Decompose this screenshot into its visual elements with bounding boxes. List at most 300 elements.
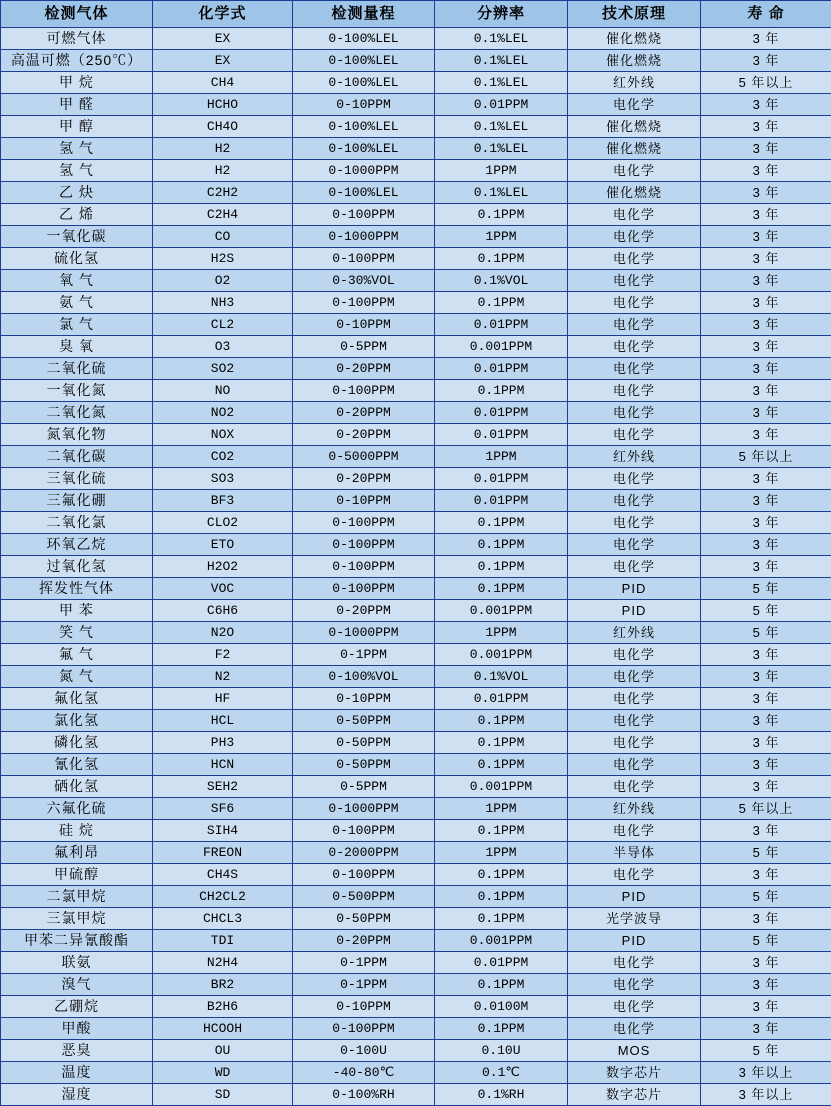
cell-formula: EX	[153, 50, 293, 72]
cell-lifespan: 5 年	[701, 930, 831, 952]
table-row	[1, 50, 831, 72]
cell-resolution: 0.1PPM	[435, 732, 568, 754]
cell-principle: MOS	[568, 1040, 701, 1062]
cell-principle: 半导体	[568, 842, 701, 864]
cell-lifespan: 3 年	[701, 204, 831, 226]
cell-lifespan: 3 年	[701, 28, 831, 50]
table-row	[1, 424, 831, 446]
cell-resolution: 0.01PPM	[435, 402, 568, 424]
cell-lifespan: 3 年	[701, 248, 831, 270]
cell-range: 0-100U	[293, 1040, 435, 1062]
cell-principle: PID	[568, 578, 701, 600]
table-row	[1, 446, 831, 468]
table-row	[1, 512, 831, 534]
cell-formula: CH4	[153, 72, 293, 94]
table-row	[1, 952, 831, 974]
table-body	[1, 28, 831, 1106]
cell-formula: F2	[153, 644, 293, 666]
cell-principle: 红外线	[568, 446, 701, 468]
table-row	[1, 358, 831, 380]
cell-range: 0-1PPM	[293, 974, 435, 996]
cell-gas: 甲 苯	[1, 600, 153, 622]
cell-resolution: 0.1PPM	[435, 534, 568, 556]
cell-principle: 电化学	[568, 314, 701, 336]
table-row	[1, 226, 831, 248]
cell-lifespan: 3 年	[701, 468, 831, 490]
cell-range: 0-20PPM	[293, 358, 435, 380]
cell-resolution: 0.1℃	[435, 1062, 568, 1084]
cell-gas: 笑 气	[1, 622, 153, 644]
cell-principle: 催化燃烧	[568, 138, 701, 160]
cell-gas: 高温可燃（250℃）	[1, 50, 153, 72]
cell-lifespan: 3 年	[701, 358, 831, 380]
cell-principle: 数字芯片	[568, 1062, 701, 1084]
cell-range: 0-100PPM	[293, 578, 435, 600]
table-row	[1, 380, 831, 402]
cell-range: 0-1PPM	[293, 644, 435, 666]
cell-resolution: 1PPM	[435, 160, 568, 182]
cell-gas: 氮 气	[1, 666, 153, 688]
cell-principle: 电化学	[568, 556, 701, 578]
cell-lifespan: 3 年	[701, 754, 831, 776]
cell-gas: 氧 气	[1, 270, 153, 292]
cell-formula: H2S	[153, 248, 293, 270]
cell-range: 0-100PPM	[293, 556, 435, 578]
cell-formula: EX	[153, 28, 293, 50]
cell-resolution: 0.1PPM	[435, 820, 568, 842]
cell-principle: 催化燃烧	[568, 182, 701, 204]
cell-resolution: 0.1PPM	[435, 864, 568, 886]
table-row	[1, 182, 831, 204]
cell-principle: PID	[568, 886, 701, 908]
cell-principle: 电化学	[568, 226, 701, 248]
cell-formula: SO2	[153, 358, 293, 380]
cell-resolution: 1PPM	[435, 622, 568, 644]
table-header	[1, 1, 831, 28]
cell-lifespan: 5 年	[701, 600, 831, 622]
cell-gas: 硫化氢	[1, 248, 153, 270]
cell-gas: 二氧化碳	[1, 446, 153, 468]
cell-gas: 恶臭	[1, 1040, 153, 1062]
cell-range: 0-5PPM	[293, 336, 435, 358]
table-row	[1, 908, 831, 930]
cell-gas: 硅 烷	[1, 820, 153, 842]
cell-range: 0-50PPM	[293, 710, 435, 732]
table-row	[1, 314, 831, 336]
cell-lifespan: 3 年	[701, 424, 831, 446]
cell-range: 0-30%VOL	[293, 270, 435, 292]
cell-principle: 电化学	[568, 710, 701, 732]
cell-principle: 电化学	[568, 512, 701, 534]
table-row	[1, 666, 831, 688]
cell-resolution: 0.01PPM	[435, 358, 568, 380]
cell-resolution: 0.1PPM	[435, 292, 568, 314]
cell-gas: 氯 气	[1, 314, 153, 336]
cell-range: 0-100PPM	[293, 820, 435, 842]
cell-lifespan: 3 年	[701, 336, 831, 358]
cell-gas: 甲硫醇	[1, 864, 153, 886]
cell-principle: 电化学	[568, 864, 701, 886]
cell-range: 0-10PPM	[293, 490, 435, 512]
cell-formula: C2H2	[153, 182, 293, 204]
table-row	[1, 28, 831, 50]
cell-resolution: 0.01PPM	[435, 468, 568, 490]
cell-resolution: 0.01PPM	[435, 952, 568, 974]
cell-principle: 电化学	[568, 820, 701, 842]
cell-resolution: 0.1%LEL	[435, 182, 568, 204]
cell-formula: O2	[153, 270, 293, 292]
table-row	[1, 160, 831, 182]
cell-resolution: 0.1PPM	[435, 578, 568, 600]
table-row	[1, 886, 831, 908]
table-row	[1, 842, 831, 864]
cell-range: 0-10PPM	[293, 94, 435, 116]
cell-principle: 电化学	[568, 644, 701, 666]
cell-lifespan: 5 年	[701, 578, 831, 600]
cell-gas: 甲 醛	[1, 94, 153, 116]
table-row	[1, 534, 831, 556]
cell-formula: HCL	[153, 710, 293, 732]
cell-principle: PID	[568, 930, 701, 952]
cell-range: 0-2000PPM	[293, 842, 435, 864]
cell-resolution: 0.1PPM	[435, 204, 568, 226]
cell-lifespan: 3 年	[701, 908, 831, 930]
cell-formula: H2O2	[153, 556, 293, 578]
cell-resolution: 0.1%LEL	[435, 138, 568, 160]
cell-formula: O3	[153, 336, 293, 358]
cell-range: 0-500PPM	[293, 886, 435, 908]
cell-range: 0-100%LEL	[293, 138, 435, 160]
cell-principle: 电化学	[568, 974, 701, 996]
cell-range: 0-50PPM	[293, 908, 435, 930]
cell-range: 0-100PPM	[293, 864, 435, 886]
cell-formula: CH4S	[153, 864, 293, 886]
cell-formula: WD	[153, 1062, 293, 1084]
cell-range: 0-20PPM	[293, 402, 435, 424]
cell-formula: H2	[153, 160, 293, 182]
cell-resolution: 0.01PPM	[435, 314, 568, 336]
table-row	[1, 798, 831, 820]
cell-lifespan: 3 年	[701, 160, 831, 182]
cell-formula: NH3	[153, 292, 293, 314]
table-row	[1, 600, 831, 622]
table-row	[1, 754, 831, 776]
cell-formula: NOX	[153, 424, 293, 446]
table-row	[1, 688, 831, 710]
cell-gas: 乙 烯	[1, 204, 153, 226]
cell-lifespan: 3 年	[701, 50, 831, 72]
table-header-row	[1, 1, 831, 28]
cell-principle: 电化学	[568, 204, 701, 226]
cell-range: 0-5PPM	[293, 776, 435, 798]
cell-formula: CH2CL2	[153, 886, 293, 908]
cell-resolution: 0.1%LEL	[435, 28, 568, 50]
cell-lifespan: 3 年	[701, 402, 831, 424]
cell-range: 0-10PPM	[293, 314, 435, 336]
cell-resolution: 0.1PPM	[435, 512, 568, 534]
cell-resolution: 0.1%VOL	[435, 666, 568, 688]
cell-principle: 电化学	[568, 754, 701, 776]
cell-range: 0-100PPM	[293, 512, 435, 534]
cell-formula: BF3	[153, 490, 293, 512]
cell-range: 0-50PPM	[293, 732, 435, 754]
cell-range: 0-100%VOL	[293, 666, 435, 688]
cell-gas: 氟化氢	[1, 688, 153, 710]
cell-range: 0-100PPM	[293, 534, 435, 556]
cell-formula: N2O	[153, 622, 293, 644]
cell-resolution: 0.1PPM	[435, 974, 568, 996]
cell-gas: 氟利昂	[1, 842, 153, 864]
cell-formula: PH3	[153, 732, 293, 754]
cell-lifespan: 3 年	[701, 380, 831, 402]
cell-range: 0-100%LEL	[293, 116, 435, 138]
cell-principle: 电化学	[568, 94, 701, 116]
cell-gas: 温度	[1, 1062, 153, 1084]
cell-gas: 甲苯二异氰酸酯	[1, 930, 153, 952]
cell-resolution: 0.01PPM	[435, 688, 568, 710]
cell-formula: CL2	[153, 314, 293, 336]
cell-gas: 甲酸	[1, 1018, 153, 1040]
cell-formula: VOC	[153, 578, 293, 600]
cell-gas: 乙 炔	[1, 182, 153, 204]
cell-range: 0-10PPM	[293, 688, 435, 710]
cell-range: 0-1000PPM	[293, 226, 435, 248]
table-row	[1, 204, 831, 226]
cell-principle: 电化学	[568, 380, 701, 402]
cell-resolution: 0.10U	[435, 1040, 568, 1062]
table-row	[1, 468, 831, 490]
cell-formula: NO	[153, 380, 293, 402]
cell-principle: 催化燃烧	[568, 28, 701, 50]
cell-lifespan: 3 年以上	[701, 1084, 831, 1106]
cell-range: 0-20PPM	[293, 424, 435, 446]
cell-lifespan: 3 年	[701, 864, 831, 886]
cell-lifespan: 3 年	[701, 292, 831, 314]
cell-principle: 电化学	[568, 732, 701, 754]
cell-range: -40-80℃	[293, 1062, 435, 1084]
table-row	[1, 710, 831, 732]
cell-range: 0-10PPM	[293, 996, 435, 1018]
table-row	[1, 864, 831, 886]
cell-gas: 二氧化氯	[1, 512, 153, 534]
cell-resolution: 0.001PPM	[435, 336, 568, 358]
table-row	[1, 72, 831, 94]
cell-gas: 环氧乙烷	[1, 534, 153, 556]
cell-formula: CHCL3	[153, 908, 293, 930]
cell-gas: 一氧化氮	[1, 380, 153, 402]
cell-formula: SF6	[153, 798, 293, 820]
column-header-principle: 技术原理	[568, 1, 701, 28]
cell-lifespan: 5 年以上	[701, 798, 831, 820]
cell-range: 0-100%LEL	[293, 50, 435, 72]
cell-lifespan: 3 年	[701, 644, 831, 666]
cell-resolution: 0.1%RH	[435, 1084, 568, 1106]
cell-resolution: 1PPM	[435, 842, 568, 864]
cell-resolution: 0.1PPM	[435, 754, 568, 776]
cell-resolution: 1PPM	[435, 226, 568, 248]
cell-lifespan: 3 年	[701, 138, 831, 160]
cell-lifespan: 3 年	[701, 270, 831, 292]
table-row	[1, 974, 831, 996]
cell-formula: NO2	[153, 402, 293, 424]
table-row	[1, 336, 831, 358]
cell-formula: ETO	[153, 534, 293, 556]
cell-lifespan: 5 年	[701, 622, 831, 644]
cell-formula: OU	[153, 1040, 293, 1062]
column-header-range: 检测量程	[293, 1, 435, 28]
cell-lifespan: 5 年	[701, 1040, 831, 1062]
cell-lifespan: 3 年以上	[701, 1062, 831, 1084]
cell-gas: 氨 气	[1, 292, 153, 314]
cell-gas: 联氨	[1, 952, 153, 974]
cell-resolution: 0.01PPM	[435, 490, 568, 512]
cell-formula: CLO2	[153, 512, 293, 534]
cell-principle: 电化学	[568, 490, 701, 512]
cell-lifespan: 3 年	[701, 314, 831, 336]
cell-lifespan: 3 年	[701, 226, 831, 248]
cell-gas: 臭 氧	[1, 336, 153, 358]
cell-principle: 催化燃烧	[568, 116, 701, 138]
cell-formula: N2	[153, 666, 293, 688]
cell-range: 0-1000PPM	[293, 622, 435, 644]
cell-gas: 过氧化氢	[1, 556, 153, 578]
table-row	[1, 402, 831, 424]
cell-principle: 电化学	[568, 952, 701, 974]
cell-principle: 电化学	[568, 270, 701, 292]
cell-range: 0-1PPM	[293, 952, 435, 974]
cell-range: 0-100%RH	[293, 1084, 435, 1106]
cell-gas: 氯化氢	[1, 710, 153, 732]
cell-gas: 一氧化碳	[1, 226, 153, 248]
table-row	[1, 490, 831, 512]
table-row	[1, 622, 831, 644]
cell-lifespan: 3 年	[701, 556, 831, 578]
cell-lifespan: 3 年	[701, 776, 831, 798]
cell-gas: 氟 气	[1, 644, 153, 666]
cell-resolution: 0.01PPM	[435, 424, 568, 446]
cell-principle: 红外线	[568, 72, 701, 94]
cell-range: 0-100PPM	[293, 1018, 435, 1040]
cell-resolution: 0.1%VOL	[435, 270, 568, 292]
cell-principle: 催化燃烧	[568, 50, 701, 72]
cell-formula: HCHO	[153, 94, 293, 116]
cell-gas: 二氧化氮	[1, 402, 153, 424]
cell-lifespan: 5 年	[701, 886, 831, 908]
cell-resolution: 0.1PPM	[435, 380, 568, 402]
cell-range: 0-1000PPM	[293, 798, 435, 820]
cell-gas: 溴气	[1, 974, 153, 996]
table-row	[1, 578, 831, 600]
table-row	[1, 644, 831, 666]
cell-range: 0-100PPM	[293, 380, 435, 402]
cell-lifespan: 5 年以上	[701, 446, 831, 468]
cell-principle: 电化学	[568, 292, 701, 314]
cell-principle: 电化学	[568, 160, 701, 182]
column-header-gas: 检测气体	[1, 1, 153, 28]
cell-lifespan: 3 年	[701, 490, 831, 512]
cell-formula: SD	[153, 1084, 293, 1106]
cell-range: 0-100PPM	[293, 292, 435, 314]
cell-gas: 三氯甲烷	[1, 908, 153, 930]
cell-resolution: 0.0100M	[435, 996, 568, 1018]
cell-resolution: 0.01PPM	[435, 94, 568, 116]
cell-lifespan: 3 年	[701, 974, 831, 996]
cell-principle: 电化学	[568, 248, 701, 270]
table-row	[1, 996, 831, 1018]
cell-formula: N2H4	[153, 952, 293, 974]
cell-formula: BR2	[153, 974, 293, 996]
cell-resolution: 0.1PPM	[435, 1018, 568, 1040]
cell-principle: 电化学	[568, 776, 701, 798]
cell-resolution: 0.1PPM	[435, 886, 568, 908]
cell-formula: CO2	[153, 446, 293, 468]
cell-lifespan: 5 年	[701, 842, 831, 864]
cell-principle: 红外线	[568, 798, 701, 820]
cell-resolution: 0.001PPM	[435, 644, 568, 666]
table-row	[1, 138, 831, 160]
cell-resolution: 0.1%LEL	[435, 50, 568, 72]
cell-lifespan: 3 年	[701, 710, 831, 732]
cell-lifespan: 3 年	[701, 116, 831, 138]
table-row	[1, 1062, 831, 1084]
cell-formula: FREON	[153, 842, 293, 864]
cell-lifespan: 3 年	[701, 952, 831, 974]
cell-resolution: 0.001PPM	[435, 930, 568, 952]
table-row	[1, 732, 831, 754]
cell-principle: 电化学	[568, 534, 701, 556]
cell-range: 0-5000PPM	[293, 446, 435, 468]
cell-resolution: 1PPM	[435, 798, 568, 820]
cell-gas: 可燃气体	[1, 28, 153, 50]
cell-lifespan: 3 年	[701, 666, 831, 688]
cell-resolution: 0.1PPM	[435, 908, 568, 930]
cell-formula: C2H4	[153, 204, 293, 226]
cell-range: 0-20PPM	[293, 468, 435, 490]
cell-formula: SO3	[153, 468, 293, 490]
cell-principle: 电化学	[568, 402, 701, 424]
cell-range: 0-1000PPM	[293, 160, 435, 182]
cell-range: 0-20PPM	[293, 930, 435, 952]
cell-gas: 氮氧化物	[1, 424, 153, 446]
table-row	[1, 116, 831, 138]
cell-lifespan: 3 年	[701, 534, 831, 556]
cell-lifespan: 3 年	[701, 688, 831, 710]
cell-gas: 氢 气	[1, 138, 153, 160]
table-row	[1, 248, 831, 270]
cell-principle: 数字芯片	[568, 1084, 701, 1106]
cell-formula: CH4O	[153, 116, 293, 138]
cell-lifespan: 3 年	[701, 94, 831, 116]
cell-resolution: 0.1%LEL	[435, 72, 568, 94]
cell-formula: HCN	[153, 754, 293, 776]
cell-formula: HCOOH	[153, 1018, 293, 1040]
cell-lifespan: 5 年以上	[701, 72, 831, 94]
cell-gas: 硒化氢	[1, 776, 153, 798]
cell-resolution: 0.1PPM	[435, 248, 568, 270]
cell-range: 0-100%LEL	[293, 182, 435, 204]
cell-lifespan: 3 年	[701, 182, 831, 204]
column-header-lifespan: 寿 命	[701, 1, 831, 28]
column-header-resolution: 分辨率	[435, 1, 568, 28]
cell-gas: 湿度	[1, 1084, 153, 1106]
cell-range: 0-100PPM	[293, 204, 435, 226]
cell-range: 0-100PPM	[293, 248, 435, 270]
cell-principle: 电化学	[568, 336, 701, 358]
cell-gas: 六氟化硫	[1, 798, 153, 820]
table-row	[1, 94, 831, 116]
cell-gas: 氰化氢	[1, 754, 153, 776]
cell-resolution: 0.1%LEL	[435, 116, 568, 138]
